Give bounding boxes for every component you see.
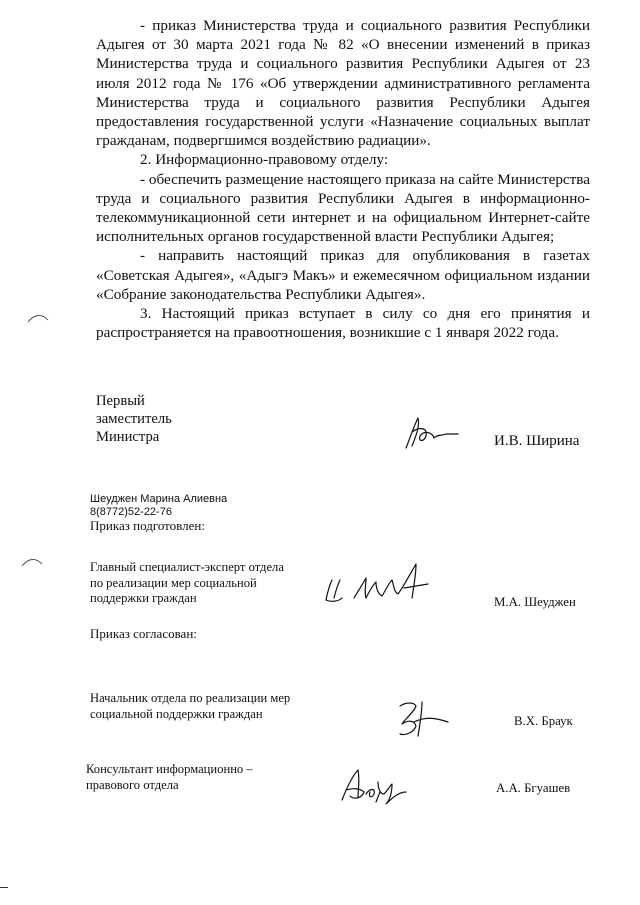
- approver1-name: В.Х. Браук: [514, 714, 573, 728]
- approver2-position-line-1: Консультант информационно –: [86, 762, 253, 776]
- preparer-name: М.А. Шеуджен: [494, 595, 576, 609]
- paragraph-item-3: 3. Настоящий приказ вступает в силу со дня его принятия и распространяется на правоотношения, возникшие с 1 января 2022 года.: [96, 305, 590, 342]
- signatory-title-line-2: заместитель: [96, 411, 172, 427]
- punch-hole-mark-top: [26, 312, 50, 324]
- order-body: [96, 16, 590, 342]
- signatory-title-line-1: Первый: [96, 393, 145, 409]
- executor-phone: 8(8772)52-22-76: [90, 506, 172, 518]
- approver2-position-line-2: правового отдела: [86, 777, 179, 792]
- approver1-position-line-2: социальной поддержки граждан: [90, 706, 263, 721]
- signatory-title: [96, 392, 172, 446]
- prepared-label: Приказ подготовлен:: [90, 518, 205, 533]
- approver1-position: [90, 691, 290, 722]
- preparer-position-line-2: по реализации мер социальной: [90, 575, 257, 590]
- approver1-position-line-1: Начальник отдела по реализации мер: [90, 691, 291, 705]
- paragraph-previous-order: - приказ Министерства труда и социального развития Республики Адыгея от 30 марта 2021 года № 82 «О внесении изменений в приказ Министерства труда и социального развития Республики Адыгея от 23 июля 2012 года № 176 «Об утверждении административного регламента Министерства труда и социального развития Республики Адыгея предоставления государственной услуги «Назначение социальных выплат гражданам, подвергшимся воздействию радиации».: [96, 17, 590, 150]
- preparer-position-line-3: поддержки граждан: [90, 591, 197, 605]
- paragraph-publish-site: - обеспечить размещение настоящего приказа на сайте Министерства труда и социального развития Республики Адыгея в информационно-телекоммуникационной сети интернет и на официальном Интернет-сайте исполнительных органов государственной власти Республики Адыгея;: [96, 170, 590, 246]
- agreed-label: Приказ согласован:: [90, 626, 197, 641]
- signature-shirina: [398, 412, 464, 454]
- executor-name: Шеуджен Марина Алиевна: [90, 493, 228, 505]
- preparer-position-line-1: Главный специалист-эксперт отдела: [90, 560, 284, 574]
- paragraph-item-2: 2. Информационно-правовому отделу:: [140, 151, 389, 169]
- signatory-name: И.В. Ширина: [494, 433, 580, 449]
- executor-info: [90, 493, 227, 519]
- paragraph-publish-newspapers: - направить настоящий приказ для опубликования в газетах «Советская Адыгея», «Адыгэ Макъ» и ежемесячном официальном издании «Собрание законодательства Республики Адыгея».: [96, 247, 590, 303]
- preparer-position: [90, 560, 284, 607]
- signature-bguashev: [336, 762, 412, 808]
- margin-tick: [0, 887, 8, 888]
- signatory-title-line-3: Министра: [96, 429, 160, 445]
- approver2-position: [86, 762, 253, 793]
- approver2-name: А.А. Бгуашев: [496, 781, 571, 795]
- signature-brauk: [392, 696, 456, 742]
- signature-sheudzhen: [320, 558, 432, 608]
- punch-hole-mark-bottom: [20, 556, 44, 568]
